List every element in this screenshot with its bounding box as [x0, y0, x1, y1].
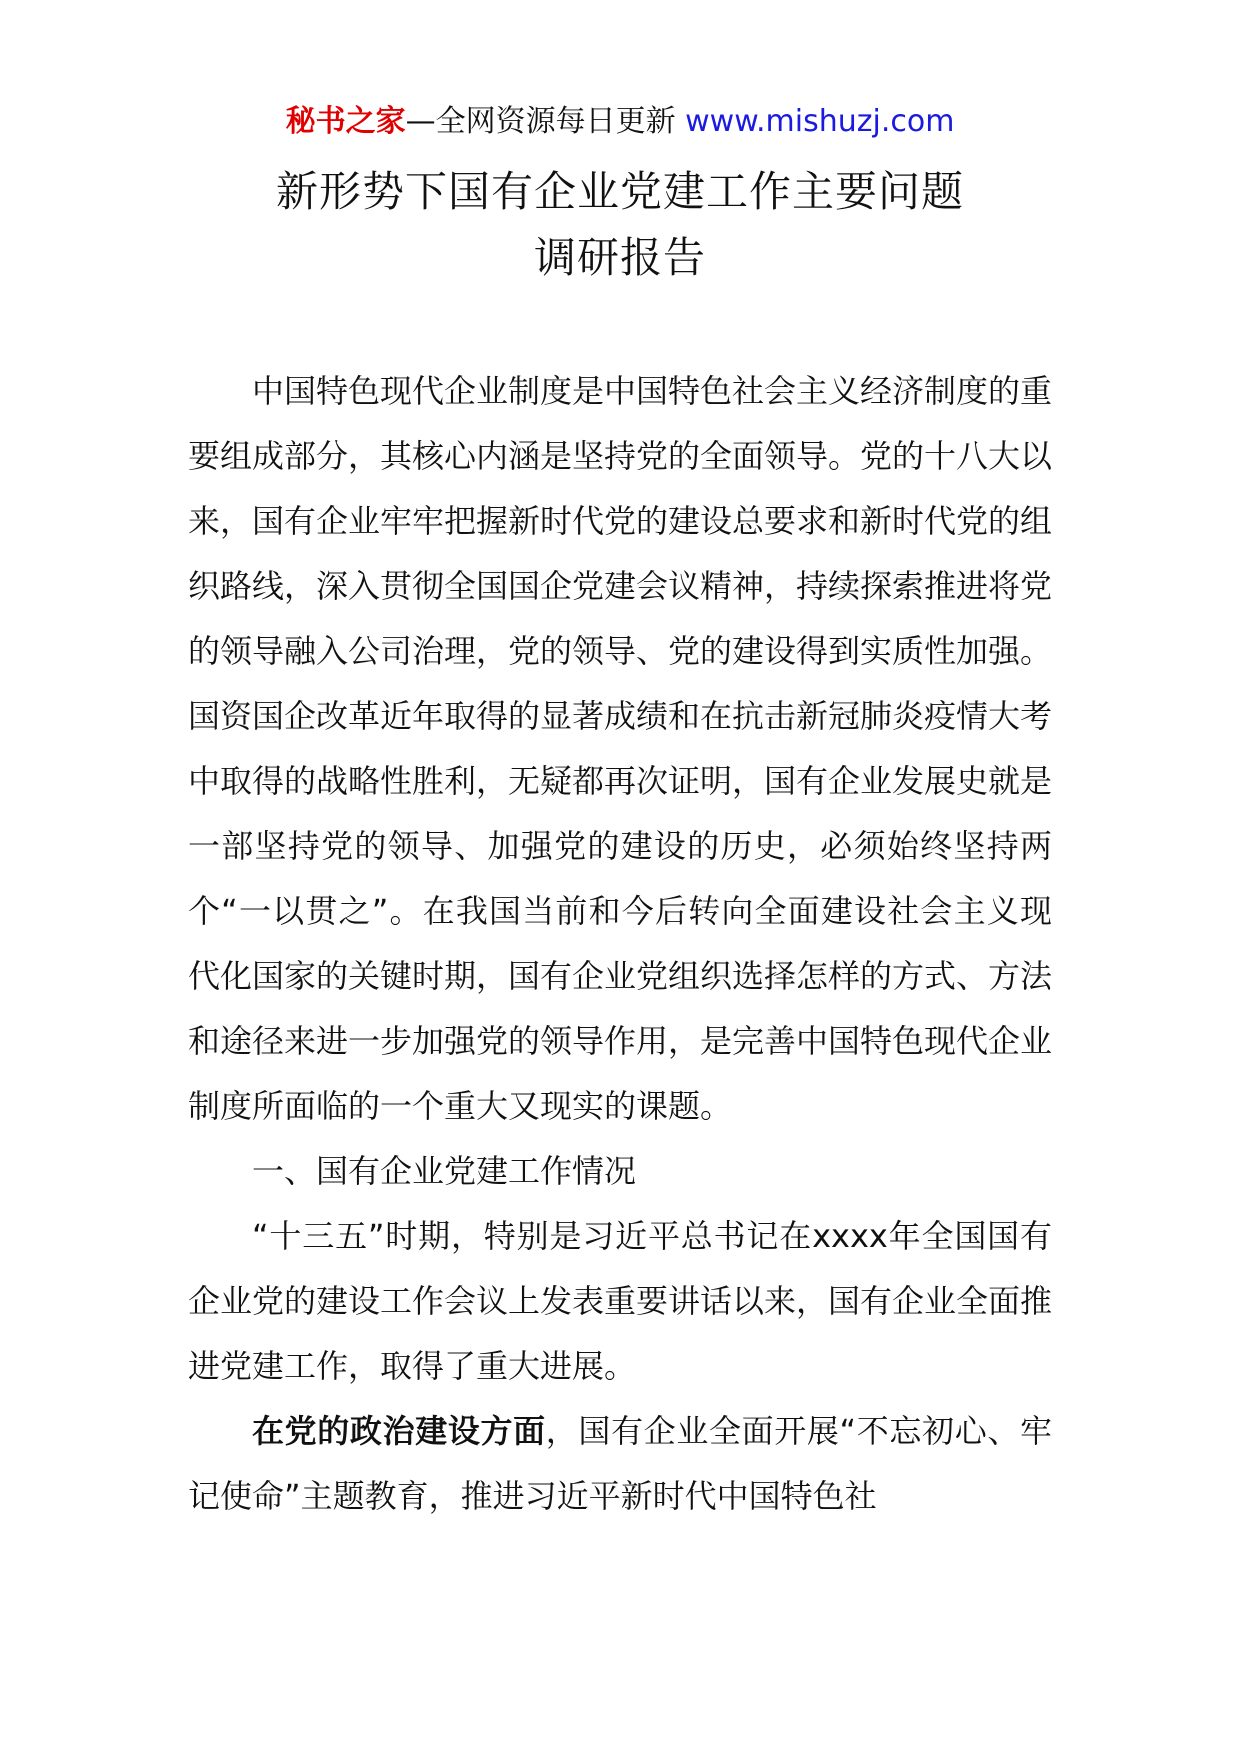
site-url-link[interactable]: www.mishuzj.com [685, 104, 955, 139]
section-heading-1: 一、国有企业党建工作情况 [252, 1152, 637, 1190]
paragraph-bold-lead: 在党的政治建设方面 [252, 1412, 546, 1450]
brand-name: 秘书之家 [285, 104, 406, 139]
paragraph-intro: 中国特色现代企业制度是中国特色社会主义经济制度的重要组成部分，其核心内涵是坚持党的全面领导。党的十八大以来，国有企业牢牢把握新时代党的建设总要求和新时代党的组织路线，深入贯彻全国国企党建会议精神，持续探索推进将党的领导融入公司治理，党的领导、党的建设得到实质性加强。国资国企改革近年取得的显著成绩和在抗击新冠肺炎疫情大考中取得的战略性胜利，无疑都再次证明，国有企业发展史就是一部坚持党的领导、加强党的建设的历史，必须始终坚持两个“一以贯之”。在我国当前和今后转向全面建设社会主义现代化国家的关键时期，国有企业党组织选择怎样的方式、方法和途径来进一步加强党的领导作用，是完善中国特色现代企业制度所面临的一个重大又现实的课题。 [188, 372, 1053, 1125]
document-body [188, 359, 1052, 1529]
paragraph-section-1: “十三五”时期，特别是习近平总书记在xxxx年全国国有企业党的建设工作会议上发表重要讲话以来，国有企业全面推进党建工作，取得了重大进展。 [188, 1217, 1053, 1385]
header-slogan: —全网资源每日更新 [405, 104, 676, 139]
paragraph-political-construction [188, 1399, 1052, 1529]
site-header [0, 100, 1240, 144]
paragraph-continuation: ，国有企业全面开展“不忘初心、牢记使命”主题教育，推进习近平新时代中国特色社 [188, 1412, 1052, 1515]
document-title-line-2: 调研报告 [533, 233, 706, 282]
document-title-line-1: 新形势下国有企业党建工作主要问题 [275, 167, 964, 216]
